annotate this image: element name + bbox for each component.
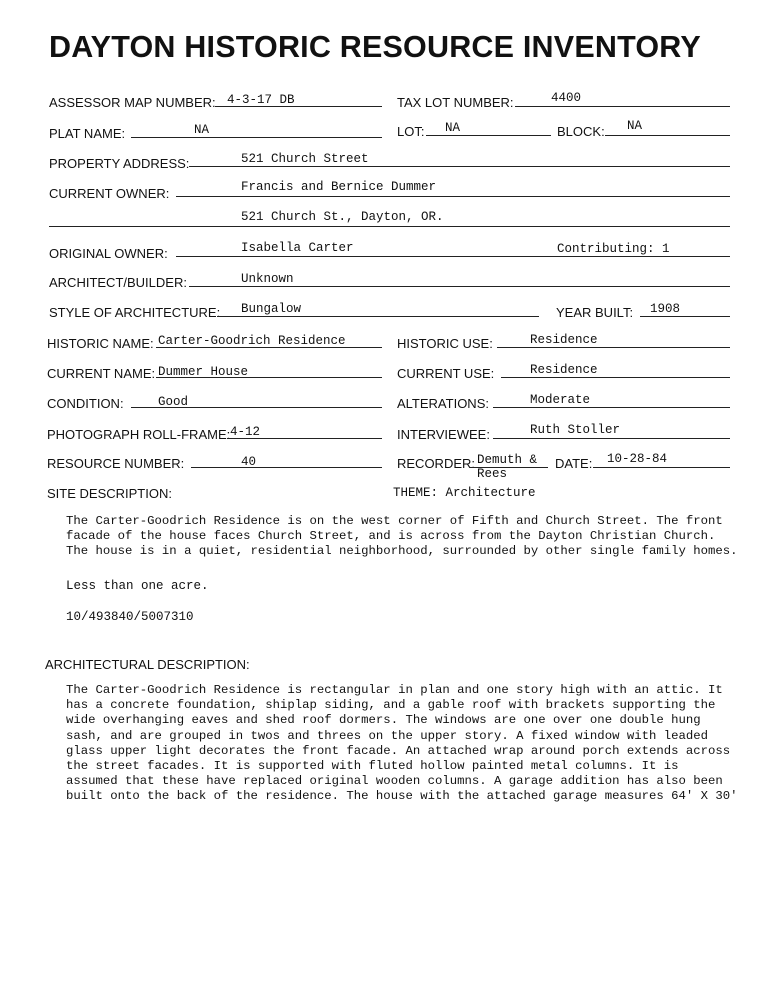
recorder-value: Demuth & [477,453,538,467]
assessor-map-label: ASSESSOR MAP NUMBER: [49,95,216,110]
architectural-description-text [66,683,766,805]
block-line [605,135,730,136]
form-title: DAYTON HISTORIC RESOURCE INVENTORY [49,30,701,64]
recorder-value-cont: Rees [477,467,508,481]
architectural-description-line: the street facades. It is supported with fluted hollow painted metal columns. It is [66,759,679,774]
resource-number-value: 40 [241,455,257,469]
historic-use-value: Residence [530,333,598,347]
contributing-value: Contributing: 1 [557,242,670,256]
lot-value: NA [445,121,461,135]
block-value: NA [627,119,643,133]
original-owner-value: Isabella Carter [241,241,354,255]
condition-value: Good [158,395,189,409]
site-acreage: Less than one acre. [66,579,209,593]
architectural-description-line: The Carter-Goodrich Residence is rectangular in plan and one story high with an attic. It [66,683,723,697]
historic-use-label: HISTORIC USE: [397,336,493,351]
interviewee-line [493,438,730,439]
property-address-value: 521 Church Street [241,152,369,166]
historic-name-label: HISTORIC NAME: [47,336,154,351]
current-use-label: CURRENT USE: [397,366,495,381]
tax-lot-label: TAX LOT NUMBER: [397,95,514,110]
assessor-map-value: 4-3-17 DB [227,93,295,107]
architectural-description-line: built onto the back of the residence. The house with the attached garage measures 64' X 30' [66,789,738,804]
property-address-label: PROPERTY ADDRESS: [49,156,190,171]
current-owner-line [176,196,730,197]
historic-use-line [497,347,730,348]
tax-lot-value: 4400 [551,91,582,105]
current-owner-value: Francis and Bernice Dummer [241,180,437,194]
alterations-value: Moderate [530,393,591,407]
site-utm: 10/493840/5007310 [66,610,194,624]
current-name-value: Dummer House [158,365,249,379]
current-name-label: CURRENT NAME: [47,366,156,381]
original-owner-line [176,256,730,257]
plat-name-label: PLAT NAME: [49,126,126,141]
original-owner-label: ORIGINAL OWNER: [49,246,168,261]
alterations-line [493,407,730,408]
historic-name-value: Carter-Goodrich Residence [158,334,346,348]
style-label: STYLE OF ARCHITECTURE: [49,305,221,320]
current-use-line [501,377,730,378]
architectural-description-line: has a concrete foundation, shiplap siding, and a gable roof with brackets supporting the [66,698,716,713]
property-address-line [189,166,730,167]
architectural-description-label: ARCHITECTURAL DESCRIPTION: [45,657,250,672]
architectural-description-line: glass upper light decorates the front facade. An attached wrap around porch extends across [66,743,731,758]
current-use-value: Residence [530,363,598,377]
plat-name-line [131,137,382,138]
architectural-description-line: sash, and are grouped in twos and threes on the upper story. A fixed window with leaded [66,728,709,743]
theme-value: THEME: Architecture [393,486,536,500]
year-built-value: 1908 [650,302,681,316]
condition-label: CONDITION: [47,396,124,411]
resource-number-label: RESOURCE NUMBER: [47,456,185,471]
date-value: 10-28-84 [607,452,668,466]
architectural-description-line: assumed that these have replaced original wooden columns. A garage addition has also been [66,774,723,789]
site-description-line: facade of the house faces Church Street, and is across from the Dayton Christian Church. [66,529,716,544]
architect-line [189,286,730,287]
current-owner-label: CURRENT OWNER: [49,186,170,201]
photo-roll-value: 4-12 [230,425,261,439]
interviewee-label: INTERVIEWEE: [397,427,490,442]
site-description-line: The house is in a quiet, residential neighborhood, surrounded by other single family homes. [66,544,738,559]
lot-line [426,135,551,136]
current-owner-address: 521 Church St., Dayton, OR. [241,210,444,224]
site-description-line: The Carter-Goodrich Residence is on the west corner of Fifth and Church Street. The front [66,514,723,528]
date-label: DATE: [555,456,593,471]
year-built-label: YEAR BUILT: [556,305,634,320]
style-value: Bungalow [241,302,302,316]
owner-address-line [49,226,730,227]
plat-name-value: NA [194,123,210,137]
architect-label: ARCHITECT/BUILDER: [49,275,187,290]
year-built-line [640,316,730,317]
site-description-label: SITE DESCRIPTION: [47,486,172,501]
site-description-text [66,514,766,560]
alterations-label: ALTERATIONS: [397,396,489,411]
architectural-description-line: wide overhanging eaves and shed roof dormers. The windows are one over one double hung [66,713,701,728]
tax-lot-line [515,106,730,107]
style-line [217,316,539,317]
block-label: BLOCK: [557,124,605,139]
recorder-label: RECORDER: [397,456,476,471]
resource-number-line [191,467,382,468]
architect-value: Unknown [241,272,294,286]
lot-label: LOT: [397,124,425,139]
photo-roll-label: PHOTOGRAPH ROLL-FRAME: [47,427,231,442]
interviewee-value: Ruth Stoller [530,423,621,437]
date-line [593,467,730,468]
